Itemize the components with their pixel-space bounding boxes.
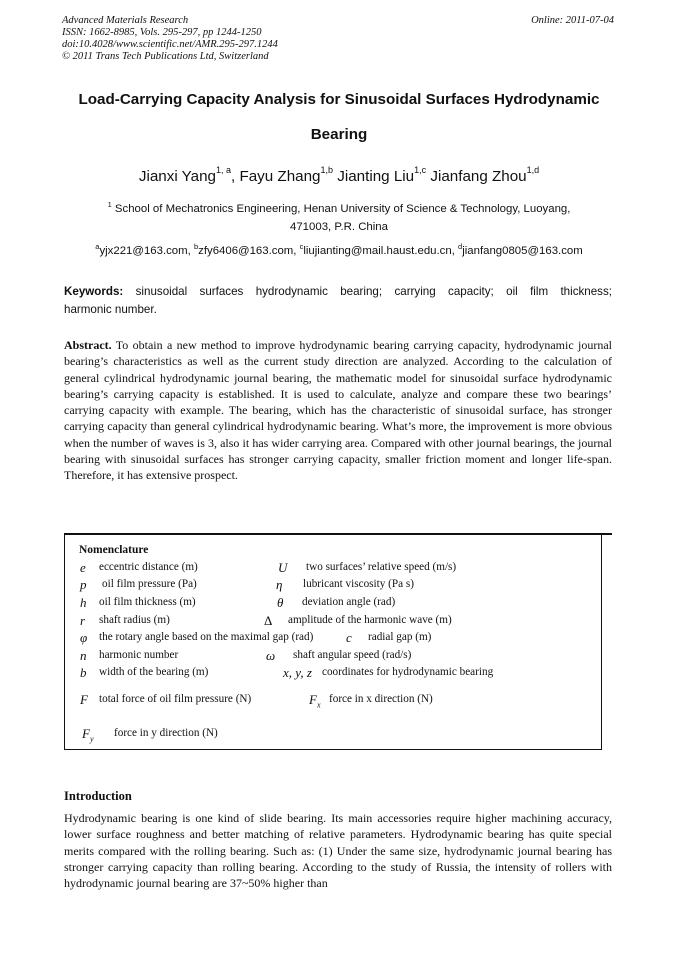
nomenclature-row [80, 630, 432, 646]
symbol: θ [277, 595, 284, 610]
email-address[interactable]: jianfang0805@163.com [462, 245, 583, 257]
affiliation-sup: 1 [107, 200, 112, 210]
doi-line[interactable]: doi:10.4028/www.scientific.net/AMR.295-297.1244 [62, 39, 278, 50]
nomenclature-top-rule [64, 533, 612, 535]
nomenclature-row [80, 577, 414, 593]
paper-title-line1: Load-Carrying Capacity Analysis for Sinusoidal Surfaces Hydrodynamic [78, 91, 600, 108]
nomenclature-title: Nomenclature [79, 544, 149, 556]
nomenclature-row [82, 726, 218, 744]
symbol: p [80, 577, 87, 592]
email-sup: c [299, 242, 304, 252]
issn-line: ISSN: 1662-8985, Vols. 295-297, pp 1244-1250 [62, 27, 262, 38]
author-sup: 1,c [414, 164, 427, 175]
symbol-subscript: y [89, 734, 94, 744]
introduction-paragraph: Hydrodynamic bearing is one kind of slide bearing. Its main accessories require higher machining accuracy, lower surface roughness and better matching of relative parameters. Hydrodynamic bearing has quite special merits compared with the rolling bearing. Such as: (1) Under the same size, hydrodynamic journal bearing has stronger carrying capacity than rolling bearing. According to the study of Russia, the intensity of rollers with hydrodynamic journal bearing are 37~50% higher than [64, 811, 612, 891]
email-sup: a [95, 242, 100, 252]
symbol: φ [80, 630, 88, 645]
nomenclature-row [80, 692, 433, 710]
email-address[interactable]: zfy6406@163.com, [198, 245, 300, 257]
symbol-description: lubricant viscosity (Pa s) [303, 578, 414, 590]
symbol-description: the rotary angle based on the maximal gap (rad) [99, 631, 314, 643]
email-address[interactable]: yjx221@163.com, [99, 245, 194, 257]
section-heading-introduction: Introduction [64, 789, 132, 803]
symbol: x, y, z [283, 665, 312, 680]
abstract-text: To obtain a new method to improve hydrodynamic bearing carrying capacity, hydrodynamic journal bearing’s characteristics as well as the current study direction are analyzed. According to the calculation of general cylindrical hydrodynamic journal bearing, the mathematic model for sinusoidal surface hydrodynamic bearing’s carrying capacity is established. It is used to calculate, analyze and compare these two bearings’ carrying capacity with example. The bearing, which has the characteristic of sinusoidal surface, has stronger carrying capacity than general cylindrical hydrodynamic bearing. What’s more, the improvement is more obvious when the number of waves is 3, also it has wider carrying area. Compared with other journal bearings, the journal bearing with sinusoidal surfaces has stronger carrying capacity, smaller friction moment and longer life-span. Therefore, it has extensive prospect. [64, 338, 612, 483]
symbol: U [278, 560, 288, 575]
symbol-description: shaft angular speed (rad/s) [293, 649, 412, 661]
symbol-description: oil film thickness (m) [99, 596, 196, 608]
online-date: Online: 2011-07-04 [531, 15, 614, 26]
author-name: Jianxi Yang [138, 168, 216, 185]
affiliation-line1 [40, 200, 638, 215]
nomenclature-row [80, 560, 457, 576]
author-name: Jianfang Zhou [430, 168, 527, 185]
introduction-text [64, 810, 612, 891]
symbol-base: F [309, 692, 317, 707]
keywords [64, 283, 612, 319]
symbol: ω [266, 648, 276, 663]
symbol-base: F [82, 726, 90, 741]
symbol: b [80, 665, 87, 680]
symbol-description: force in x direction (N) [329, 693, 433, 705]
email-sup: b [193, 242, 199, 252]
symbol: e [80, 560, 86, 575]
symbol: n [80, 648, 87, 663]
author-list [40, 164, 638, 185]
abstract [64, 337, 612, 484]
journal-header [62, 15, 614, 63]
symbol-description: deviation angle (rad) [302, 596, 396, 608]
symbol-description: force in y direction (N) [114, 727, 218, 739]
keywords-line1 [64, 283, 612, 301]
symbol: c [346, 630, 352, 645]
symbol-description: eccentric distance (m) [99, 561, 198, 573]
symbol: F [80, 692, 88, 707]
symbol-description: shaft radius (m) [99, 614, 170, 626]
paper-title-line2: Bearing [310, 126, 368, 143]
symbol [309, 692, 321, 710]
author-sup: 1, a [215, 164, 231, 175]
author-name: Jianting Liu [337, 168, 415, 185]
symbol-description: harmonic number [99, 649, 179, 661]
symbol-description: oil film pressure (Pa) [102, 578, 197, 590]
author-sup: 1,d [526, 164, 540, 175]
symbol [82, 726, 94, 744]
author-sup: 1,b [320, 164, 334, 175]
nomenclature-box [64, 534, 602, 750]
symbol-description: width of the bearing (m) [99, 666, 209, 678]
affiliation-text: School of Mechatronics Engineering, Henan University of Science & Technology, Luoyang, [111, 203, 571, 215]
symbol-description: amplitude of the harmonic wave (m) [288, 614, 452, 626]
symbol: η [276, 577, 283, 592]
symbol-subscript: x [316, 700, 321, 710]
symbol: r [80, 613, 86, 628]
author-name: Fayu Zhang [239, 168, 321, 185]
symbol-description: two surfaces’ relative speed (m/s) [306, 561, 457, 573]
symbol-description: coordinates for hydrodynamic bearing [322, 666, 494, 678]
copyright-line: © 2011 Trans Tech Publications Ltd, Switzerland [62, 51, 269, 62]
author-sep: , [231, 168, 240, 185]
symbol-description: radial gap (m) [368, 631, 432, 643]
symbol-description: total force of oil film pressure (N) [99, 693, 252, 705]
nomenclature-row [80, 648, 412, 664]
nomenclature-row [80, 665, 494, 681]
abstract-label: Abstract. [64, 338, 112, 352]
email-list [40, 242, 638, 257]
keywords-label: Keywords: [64, 285, 124, 298]
keywords-text: sinusoidal surfaces hydrodynamic bearing; carrying capacity; oil film thickness; [123, 285, 612, 298]
email-address[interactable]: liujianting@mail.haust.edu.cn, [303, 245, 459, 257]
nomenclature-row [80, 595, 396, 611]
journal-name: Advanced Materials Research [62, 15, 189, 26]
keywords-line2: harmonic number. [64, 303, 157, 316]
affiliation-line2: 471003, P.R. China [290, 221, 388, 233]
nomenclature-row [80, 613, 452, 629]
email-sup: d [458, 242, 463, 252]
symbol: h [80, 595, 87, 610]
symbol: Δ [264, 613, 273, 628]
